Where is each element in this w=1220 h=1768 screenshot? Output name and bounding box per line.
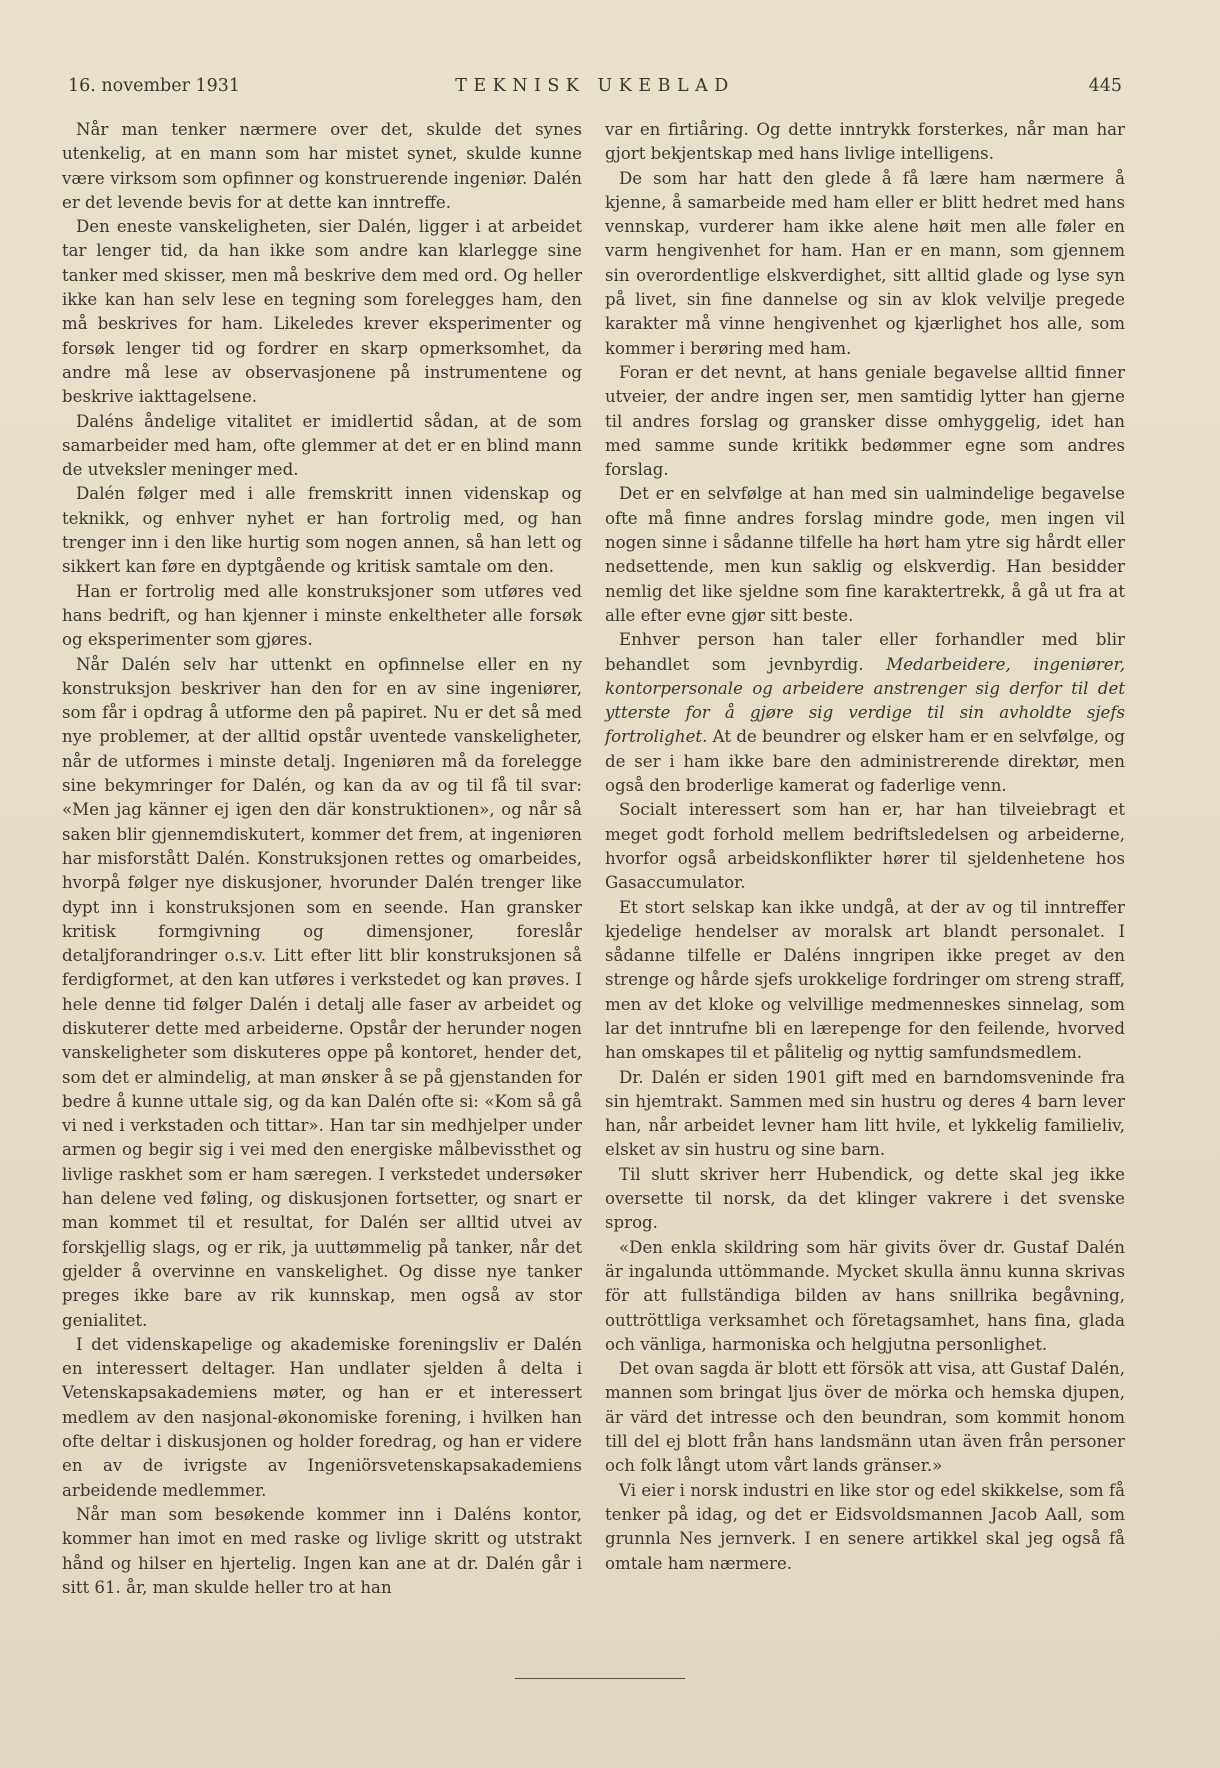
paragraph: I det videnskapelige og akademiske foreningsliv er Dalén en interessert deltager. Han undlater sjelden å delta i Vetenskapsakademiens møter, og han er et interessert medlem av den nasjonal-økonomiske forening, i hvilken han ofte deltar i diskusjonen og holder foredrag, og han er videre en av de ivrigste av Ingeniörsvetenskapsakademiens arbeidende medlemmer. [62, 1334, 582, 1500]
paragraph: Den eneste vanskeligheten, sier Dalén, ligger i at arbeidet tar lenger tid, da han ikke som andre kan klarlegge sine tanker med skisser, men må beskrive dem med ord. Og heller ikke kan han selv lese en tegning som forelegges ham, den må beskrives for ham. Likeledes krever eksperimenter og forsøk lenger tid og fordrer en skarp opmerksomhet, da andre må lese av observasjonene på instrumentene og beskrive iakttagelsene. [62, 217, 582, 407]
italic-emphasis: Medarbeidere, ingeniører, kontorpersonale og arbeidere anstrenger sig derfor til det ytterste for å gjøre sig verdige til sin avholdte sjefs fortrolighet. [605, 654, 1126, 747]
page-header [68, 72, 1122, 100]
paragraph: «Den enkla skildring som här givits över dr. Gustaf Dalén är ingalunda uttömmande. Mycket skulla ännu kunna skrivas för att fullständiga bilden av hans snillrika begåvning, outtröttliga verksamhet och företagsamhet, hans fina, glada och vänliga, harmoniska och helgjutna personlighet. [605, 1237, 1125, 1354]
paragraph: Socialt interessert som han er, har han tilveiebragt et meget godt forhold mellem bedriftsledelsen og arbeiderne, hvorfor også arbeidskonflikter hører til sjeldenhetene hos Gasaccumulator. [605, 800, 1125, 893]
paragraph: Vi eier i norsk industri en like stor og edel skikkelse, som få tenker på idag, og det er Eidsvoldsmannen Jacob Aall, som grunnla Nes jernverk. I en senere artikkel skal jeg også få omtale ham nærmere. [605, 1480, 1125, 1573]
paragraph: De som har hatt den glede å få lære ham nærmere å kjenne, å samarbeide med ham eller er blitt hedret med hans vennskap, vurderer ham ikke alene høit men alle føler en varm hengivenhet for ham. Han er en mann, som gjennem sin overordentlige elskverdighet, sitt alltid glade og lyse syn på livet, sin fine dannelse og sin av klok velvilje pregede karakter må vinne hengivenhet og kjærlighet hos alle, som kommer i berøring med ham. [605, 168, 1125, 358]
end-rule [515, 1678, 685, 1679]
paragraph: Når Dalén selv har uttenkt en opfinnelse eller en ny konstruksjon beskriver han den for en av sine ingeniører, som får i opdrag å utforme den på papiret. Nu er det så med nye problemer, at der alltid opstår uventede vanskeligheter, når de utformes i minste detalj. Ingeniøren må da forelegge sine bekymringer for Dalén, og kan da av og til få til svar: «Men jag känner ej igen den där konstruktionen», og når så saken blir gjennemdiskutert, kommer det frem, at ingeniøren har misforstått Dalén. Konstruksjonen rettes og omarbeides, hvorpå følger nye diskusjoner, hvorunder Dalén trenger like dypt inn i konstruksjonen som en seende. Han gransker kritisk formgivning og dimensjoner, foreslår detaljforandringer o.s.v. Litt efter litt blir konstruksjonen så ferdigformet, at den kan utføres i verkstedet og kan prøves. I hele denne tid følger Dalén i detalj alle faser av arbeidet og diskuterer dette med arbeiderne. Opstår der herunder nogen vanskeligheter som diskuteres oppe på kontoret, hender det, som det er almindelig, at man ønsker å se på gjenstanden for bedre å kunne uttale sig, og da kan Dalén ofte si: «Kom så gå vi ned i verkstaden och tittar». Han tar sin medhjelper under armen og begir sig i vei med den energiske målbevissthet og livlige raskhet som er ham særegen. I verkstedet undersøker han delene ved føling, og diskusjonen fortsetter, og snart er man kommet til et resultat, for Dalén ser alltid utvei av forskjellig slags, og er rik, ja uuttømmelig på tanker, når det gjelder å overvinne en vanskelighet. Og disse nye tanker preges ikke bare av rik kunnskap, men også av stor genialitet. [62, 654, 582, 1330]
paragraph: Et stort selskap kan ikke undgå, at der av og til inntreffer kjedelige hendelser av moralsk art blandt personalet. I sådanne tilfelle er Daléns inngripen ikke preget av den strenge og hårde sjefs urokkelige fordringer om streng straff, men av det kloke og velvillige medmenneskes sinnelag, som lar det inntrufne bli en lærepenge for den feilende, hvorved han omskapes til et pålitelig og nyttig samfundsmedlem. [605, 897, 1126, 1063]
paragraph: Daléns åndelige vitalitet er imidlertid sådan, at de som samarbeider med ham, ofte glemmer at det er en blind mann de utveksler meninger med. [62, 411, 582, 480]
paragraph: Til slutt skriver herr Hubendick, og dette skal jeg ikke oversette til norsk, da det klinger vakrere i det svenske sprog. [605, 1164, 1125, 1233]
left-column [62, 118, 582, 1600]
paragraph: Det er en selvfølge at han med sin ualmindelige begavelse ofte må finne andres forslag mindre gode, men ingen vil nogen sinne i sådanne tilfelle ha hørt ham ytre sig hårdt eller nedsettende, men kun saklig og elskverdig. Han besidder nemlig det like sjeldne som fine karaktertrekk, å gå ut fra at alle efter evne gjør sitt beste. [605, 484, 1125, 625]
paragraph: Han er fortrolig med alle konstruksjoner som utføres ved hans bedrift, og han kjenner i minste enkeltheter alle forsøk og eksperimenter som gjøres. [62, 581, 582, 650]
paragraph: Når man som besøkende kommer inn i Daléns kontor, kommer han imot en med raske og livlige skritt og utstrakt hånd og hilser en hjertelig. Ingen kan ane at dr. Dalén går i sitt 61. år, man skulde heller tro at han [62, 1504, 582, 1597]
paragraph: Det ovan sagda är blott ett försök att visa, att Gustaf Dalén, mannen som bringat ljus över de mörka och hemska djupen, är värd det intresse och den beundran, som kommit honom till del ej blott från hans landsmänn utan även från personer och folk långt utom vårt lands gränser.» [605, 1359, 1125, 1476]
paragraph: var en firtiåring. Og dette inntrykk forsterkes, når man har gjort bekjentskap med hans livlige intelligens. [605, 120, 1125, 164]
paragraph-text: At de beundrer og elsker ham er en selvfølge, og de ser i ham ikke bare den administrerende direktør, men også den broderlige kamerat og faderlige venn. [605, 727, 1125, 796]
paragraph: Dalén følger med i alle fremskritt innen videnskap og teknikk, og enhver nyhet er han fortrolig med, og han trenger inn i den like hurtig som nogen annen, så han lett og sikkert kan føre en dyptgående og kritisk samtale om den. [62, 484, 582, 577]
publication-title: TEKNISK UKEBLAD [455, 76, 735, 96]
page-number: 445 [1088, 76, 1122, 96]
paragraph-text: Enhver person han taler eller forhandler med blir behandlet som jevnbyrdig. [605, 630, 1125, 674]
paragraph: Dr. Dalén er siden 1901 gift med en barndomsveninde fra sin hjemtrakt. Sammen med sin hustru og deres 4 barn lever han, når arbeidet levner ham litt hvile, et lykkelig familieliv, elsket av sin hustru og sine barn. [605, 1067, 1125, 1160]
paragraph [605, 628, 1125, 798]
paragraph: Når man tenker nærmere over det, skulde det synes utenkelig, at en mann som har mistet synet, skulde kunne være virksom som opfinner og konstruerende ingeniør. Dalén er det levende bevis for at dette kan inntreffe. [62, 120, 582, 212]
paragraph: Foran er det nevnt, at hans geniale begavelse alltid finner utveier, der andre ingen ser, men samtidig lytter han gjerne til andres forslag og gransker disse omhyggelig, idet han med samme sunde kritikk bedømmer egne som andres forslag. [605, 362, 1125, 480]
issue-date: 16. november 1931 [68, 76, 241, 96]
right-column [605, 118, 1125, 1576]
